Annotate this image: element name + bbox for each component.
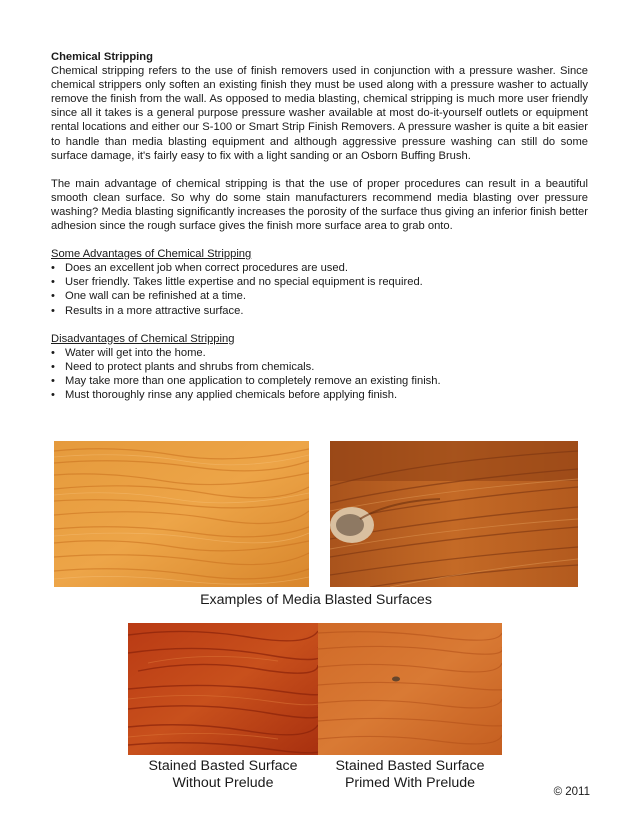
paragraph-intro: Chemical stripping refers to the use of finish removers used in conjunction with a pressure washer. Since chemical strippers only soften an existing finish they must be used along with a pressure washer to actually remove the finish from the wall. As opposed to media blasting, chemical stripping is much more user friendly since all it takes is a general purpose pressure washer available at most do-it-yourself outlets or equipment rental locations and either our S-100 or Smart Strip Finish Removers. A pressure washer is quite a bit easier to handle than media blasting equipment and although aggressive pressure washing can still do some surface damage, it's fairly easy to fix with a light sanding or an Osborn Buffing Brush. xyxy=(51,65,588,162)
copyright-notice: © 2011 xyxy=(553,786,590,798)
wood-photo-with-prelude xyxy=(318,623,502,755)
disadvantages-title: Disadvantages of Chemical Stripping xyxy=(51,332,235,345)
advantages-title: Some Advantages of Chemical Stripping xyxy=(51,248,252,261)
disadvantages-list xyxy=(51,346,588,402)
list-item: • User friendly. Takes little expertise and no special equipment is required. xyxy=(51,276,423,289)
bullet-icon: • xyxy=(51,360,55,373)
section-heading: Chemical Stripping xyxy=(51,51,153,63)
list-item: • Water will get into the home. xyxy=(51,346,206,359)
caption-line: Without Prelude xyxy=(172,775,274,791)
list-item: • Must thoroughly rinse any applied chemicals before applying finish. xyxy=(51,388,398,401)
bullet-icon: • xyxy=(51,388,55,401)
bullet-icon: • xyxy=(51,374,55,387)
caption-line: Stained Basted Surface xyxy=(148,758,298,774)
media-blasted-caption: Examples of Media Blasted Surfaces xyxy=(200,592,432,608)
bullet-icon: • xyxy=(51,262,55,275)
paragraph-advantage: The main advantage of chemical stripping is that the use of proper procedures can result in a beautiful smooth clean surface. So why do some stain manufacturers recommend media blasting over pressure washing? Media blasting significantly increases the porosity of the surface thus giving an inferior finish better adhesion since the rough surface gives the finish more surface area to grab onto. xyxy=(51,177,588,233)
caption-line: Primed With Prelude xyxy=(344,775,476,791)
list-item: • May take more than one application to completely remove an existing finish. xyxy=(51,374,441,387)
wood-photo-without-prelude xyxy=(128,623,318,755)
wood-photo-blasted-light xyxy=(54,441,309,587)
list-item: • Results in a more attractive surface. xyxy=(51,304,244,317)
bullet-icon: • xyxy=(51,304,55,317)
bullet-icon: • xyxy=(51,346,55,359)
caption-line: Stained Basted Surface xyxy=(335,758,485,774)
wood-photo-blasted-knot xyxy=(330,441,578,587)
bullet-icon: • xyxy=(51,290,55,303)
list-item: • Does an excellent job when correct procedures are used. xyxy=(51,262,348,275)
list-item: • One wall can be refinished at a time. xyxy=(51,290,246,303)
without-prelude-caption xyxy=(128,758,318,792)
bullet-icon: • xyxy=(51,276,55,289)
with-prelude-caption xyxy=(318,758,502,792)
advantages-list xyxy=(51,261,588,317)
list-item: • Need to protect plants and shrubs from chemicals. xyxy=(51,360,315,373)
article-body xyxy=(51,50,588,402)
